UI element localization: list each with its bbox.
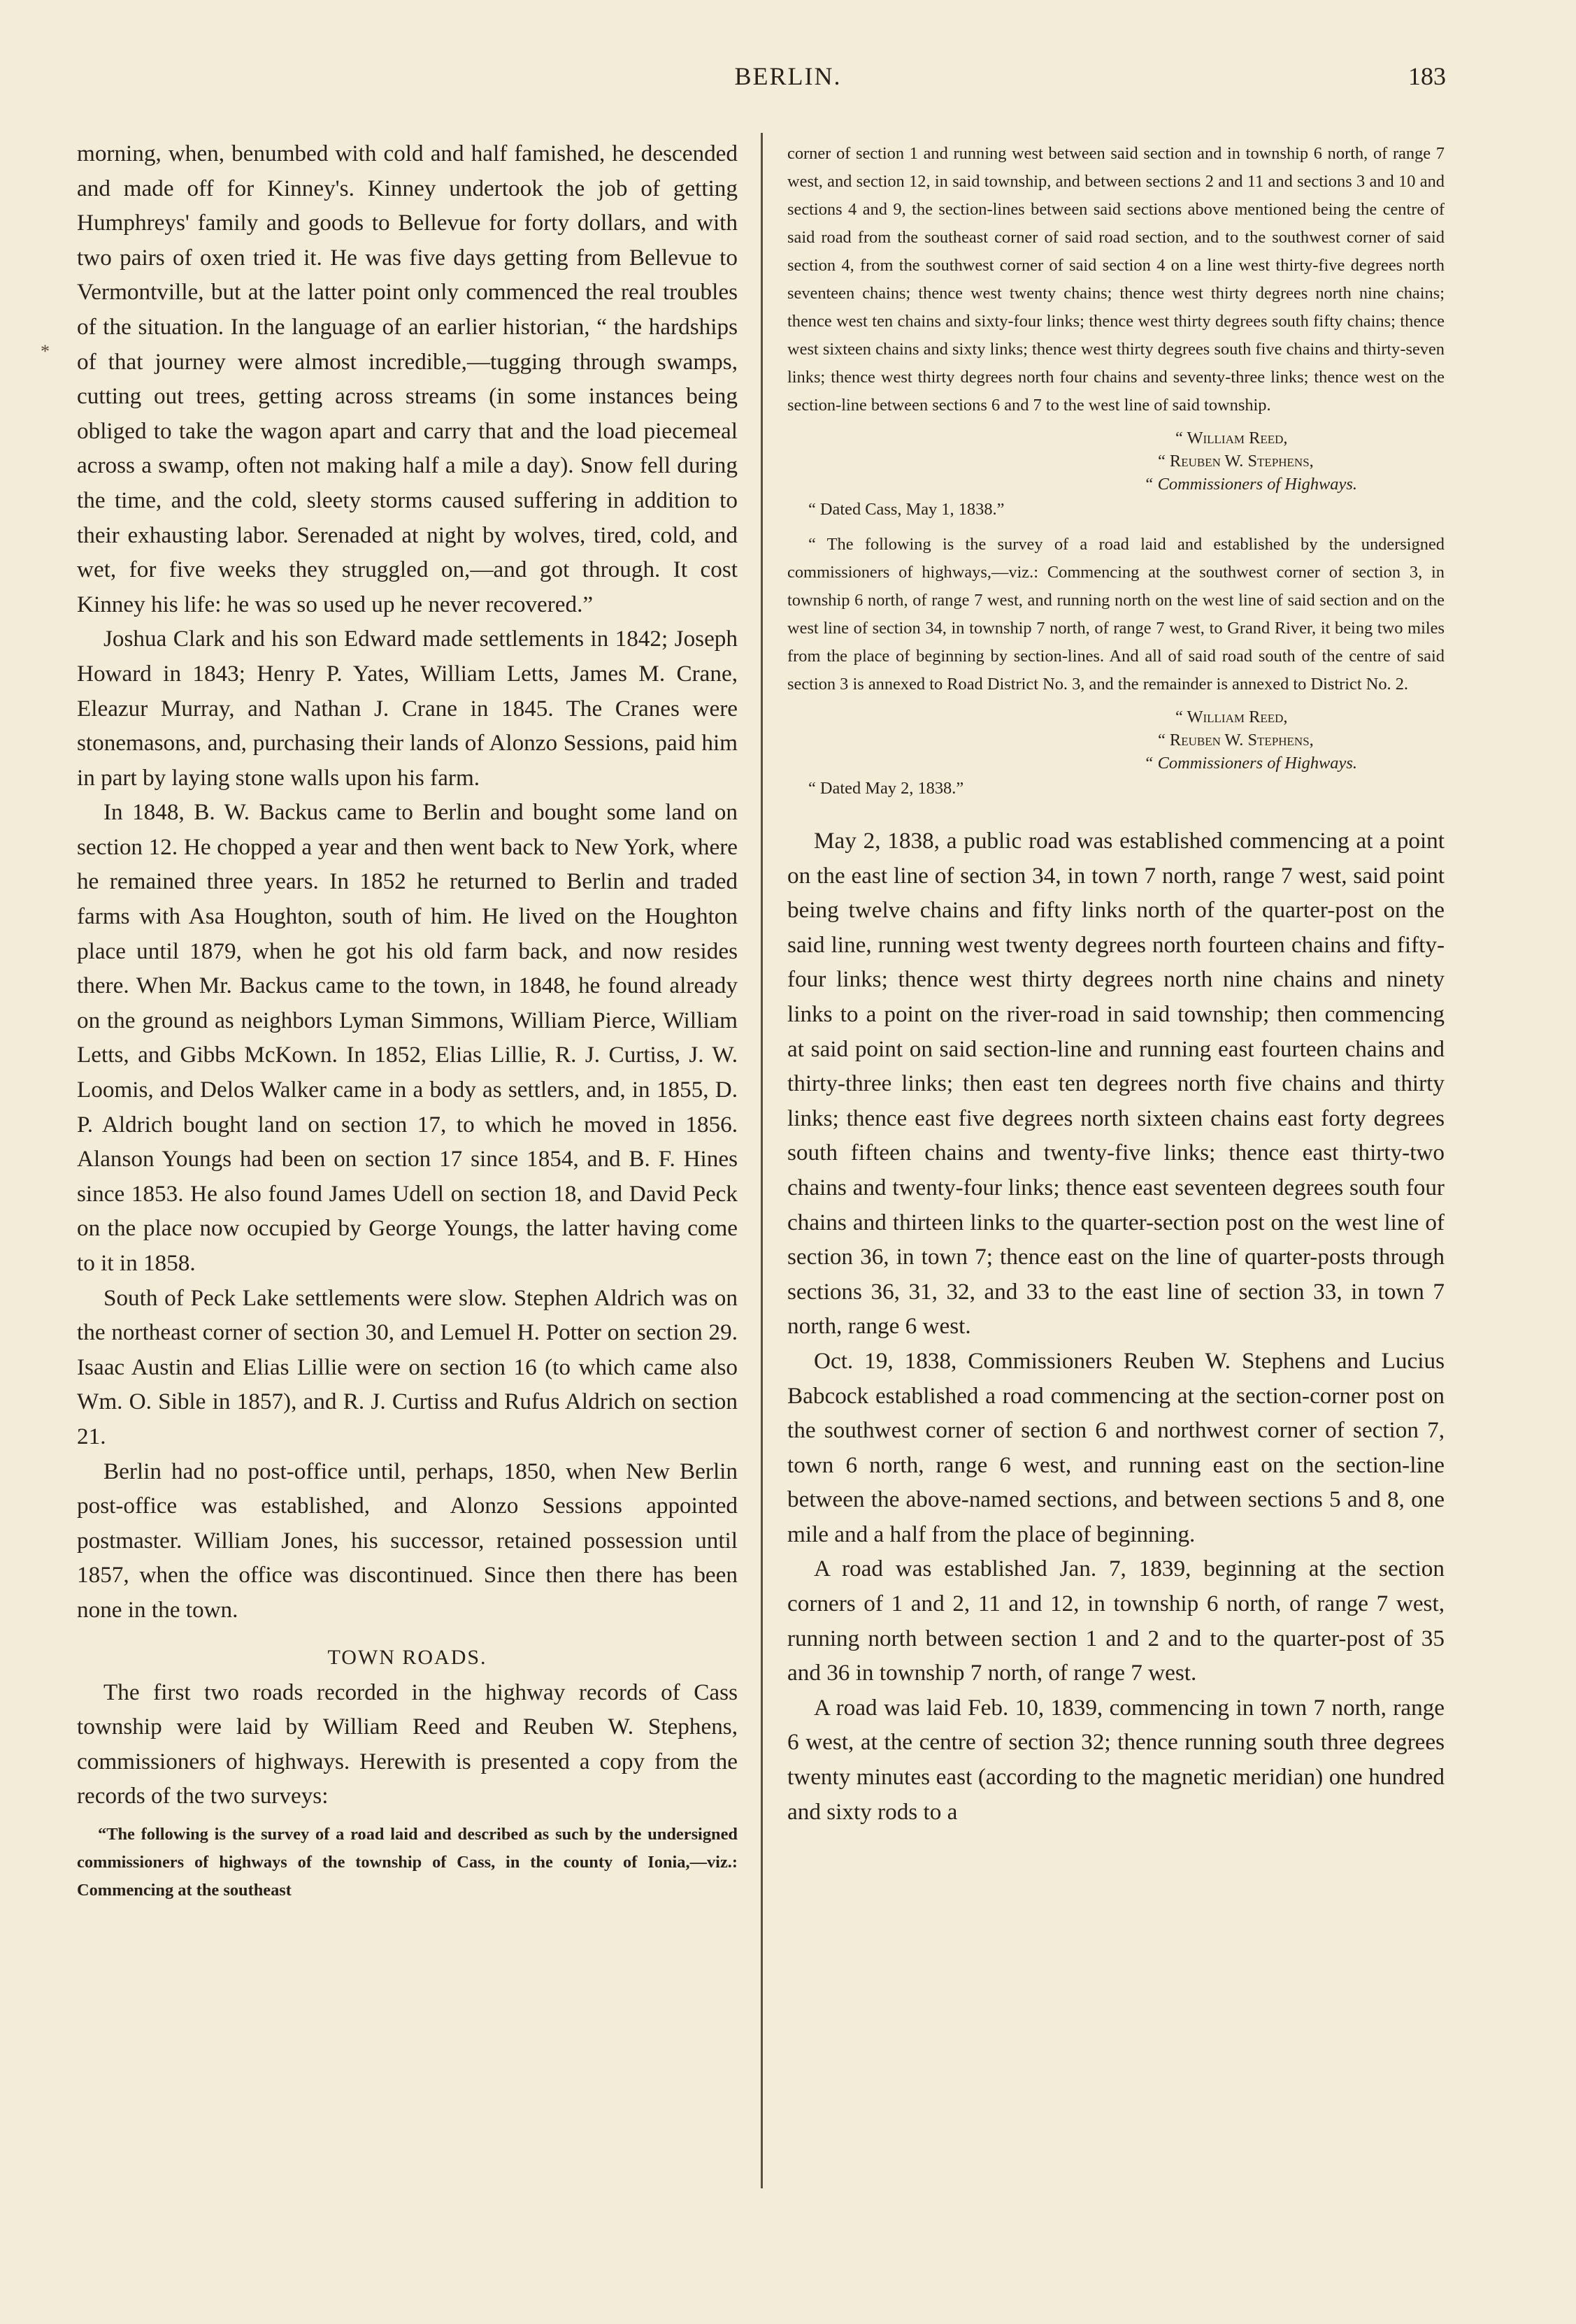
paragraph: A road was laid Feb. 10, 1839, commencing in town 7 north, range 6 west, at the centre of section 32; thence running south three degrees twenty minutes east (according to the magnetic meridian) one hundred and sixty rods to a	[787, 1694, 1445, 1825]
running-head: BERLIN.	[734, 62, 842, 90]
margin-mark: *	[41, 341, 50, 361]
left-column	[77, 136, 738, 1905]
paragraph: A road was established Jan. 7, 1839, beginning at the section corners of 1 and 2, 11 and 12, in township 6 north, of range 7 west, running north between section 1 and 2 and to the quarter-post of 35 and 36 in township 7 north, of range 7 west.	[787, 1556, 1445, 1686]
survey-quote: corner of section 1 and running west between said section and in township 6 north, of range 7 west, and section 12, in said township, and between sections 2 and 11 and sections 3 and 10 and sections 4 and 9, the section-lines between said sections above mentioned being the centre of said road from the southeast corner of said road section, and to the southwest corner of said section 4, from the southwest corner of said section 4 on a line west thirty-five degrees north seventeen chains; thence west twenty chains; thence west thirty degrees north nine chains; thence west ten chains and sixty-four links; thence west thirty degrees south fifty chains; thence west sixteen chains and sixty links; thence west thirty degrees south five chains and thirty-seven links; thence west thirty degrees north four chains and seventy-three links; thence west on the section-line between sections 6 and 7 to the west line of said township.	[787, 144, 1445, 415]
paragraph: morning, when, benumbed with cold and half famished, he descended and made off for Kinney's. Kinney undertook the job of getting Humphreys' family and goods to Bellevue for forty dollars, and with two pairs of oxen tried it. He was five days getting from Bellevue to Vermontville, but at the latter point only commenced the real troubles of the situation. In the language of an earlier historian, “ the hardships of that journey were almost incredible,—tugging through swamps, cutting out trees, getting across streams (in some instances being obliged to take the wagon apart and carry that and the load piecemeal across a swamp, often not making half a mile a day). Snow fell during the time, and the cold, sleety storms caused suffering in addition to their exhausting labor. Serenaded at night by wolves, tired, cold, and wet, for five weeks they struggled on,—and got through. It cost Kinney his life: he was so used up he never recovered.”	[77, 141, 738, 617]
signature-line: “ Commissioners of Highways.	[1144, 754, 1357, 773]
signature-line: “ Reuben W. Stephens,	[1158, 452, 1314, 471]
paragraph: Berlin had no post-office until, perhaps, 1850, when New Berlin post-office was established, and Alonzo Sessions appointed postmaster. William Jones, his successor, retained possession until 1857, when the office was discontinued. Since then there has been none in the town.	[77, 1458, 738, 1623]
paragraph: May 2, 1838, a public road was established commencing at a point on the east line of section 34, in town 7 north, range 7 west, said point being twelve chains and fifty links north of the quarter-post on the said line, running west twenty degrees north fourteen chains and fifty-four links; thence west thirty degrees north nine chains and ninety links to a point on the river-road in said township; then commencing at said point on said section-line and running east fourteen chains and thirty-three links; then east ten degrees north five chains and thirty links; thence east five degrees north sixteen chains east forty degrees south fifteen chains and twenty-five links; thence east thirty-two chains and twenty-four links; thence east seventeen degrees south four chains and thirteen links to the quarter-section post on the west line of section 36, in town 7; thence east on the line of quarter-posts through sections 36, 31, 32, and 33 to the east line of section 33, in town 7 north, range 6 west.	[787, 828, 1445, 1340]
section-heading: TOWN ROADS.	[327, 1645, 487, 1669]
signature-line: “ William Reed,	[1175, 708, 1288, 726]
dated-line: “ Dated Cass, May 1, 1838.”	[808, 500, 1005, 519]
paragraph: In 1848, B. W. Backus came to Berlin and bought some land on section 12. He chopped a year and then went back to New York, where he remained three years. In 1852 he returned to Berlin and traded farms with Asa Houghton, south of him. He lived on the Houghton place until 1879, when he got his old farm back, and now resides there. When Mr. Backus came to the town, in 1848, he found already on the ground as neighbors Lyman Simmons, William Pierce, William Letts, and Gibbs McKown. In 1852, Elias Lillie, R. J. Curtiss, J. W. Loomis, and Delos Walker came in a body as settlers, and, in 1855, D. P. Aldrich bought land on section 17, to which he moved in 1856. Alanson Youngs had been on section 17 since 1854, and B. F. Hines since 1853. He also found James Udell on section 18, and David Peck on the place now occupied by George Youngs, the latter having come to it in 1858.	[77, 799, 738, 1276]
paragraph: Oct. 19, 1838, Commissioners Reuben W. Stephens and Lucius Babcock established a road commencing at the section-corner post on the southwest corner of section 6 and northwest corner of section 7, town 6 north, range 6 west, and running east on the section-line between the above-named sections, and between sections 5 and 8, one mile and a half from the place of beginning.	[787, 1347, 1445, 1547]
signature-line: “ Commissioners of Highways.	[1144, 475, 1357, 494]
dated-line: “ Dated May 2, 1838.”	[808, 779, 964, 798]
page-number: 183	[1408, 62, 1446, 90]
column-divider	[761, 133, 763, 2188]
right-column	[787, 140, 1445, 1829]
survey-quote: “The following is the survey of a road laid and described as such by the undersigned commissioners of highways of the township of Cass, in the county of Ionia,—viz.: Commencing at the southeast	[77, 1824, 738, 1900]
signature-line: “ Reuben W. Stephens,	[1158, 731, 1314, 749]
paragraph: South of Peck Lake settlements were slow. Stephen Aldrich was on the northeast corner of section 30, and Lemuel H. Potter on section 29. Isaac Austin and Elias Lillie were on section 16 (to which came also Wm. O. Sible in 1857), and R. J. Curtiss and Rufus Aldrich on section 21.	[77, 1284, 738, 1449]
signature-line: “ William Reed,	[1175, 429, 1288, 447]
survey-quote: “ The following is the survey of a road laid and established by the undersigned commissioners of highways,—viz.: Commencing at the southwest corner of section 3, in township 6 north, of range 7 west, and running north on the west line of said section and on the west line of section 34, in township 7 north, of range 7 west, to Grand River, it being two miles from the place of beginning by section-lines. And all of said road south of the centre of said section 3 is annexed to Road District No. 3, and the remainder is annexed to District No. 2.	[787, 535, 1445, 694]
paragraph: Joshua Clark and his son Edward made settlements in 1842; Joseph Howard in 1843; Henry P. Yates, William Letts, James M. Crane, Eleazur Murray, and Nathan J. Crane in 1845. The Cranes were stonemasons, and, purchasing their lands of Alonzo Sessions, paid him in part by laying stone walls upon his farm.	[77, 626, 738, 791]
page-header	[0, 62, 1576, 103]
paragraph: The first two roads recorded in the highway records of Cass township were laid by William Reed and Reuben W. Stephens, commissioners of highways. Herewith is presented a copy from the records of the two surveys:	[77, 1679, 738, 1809]
